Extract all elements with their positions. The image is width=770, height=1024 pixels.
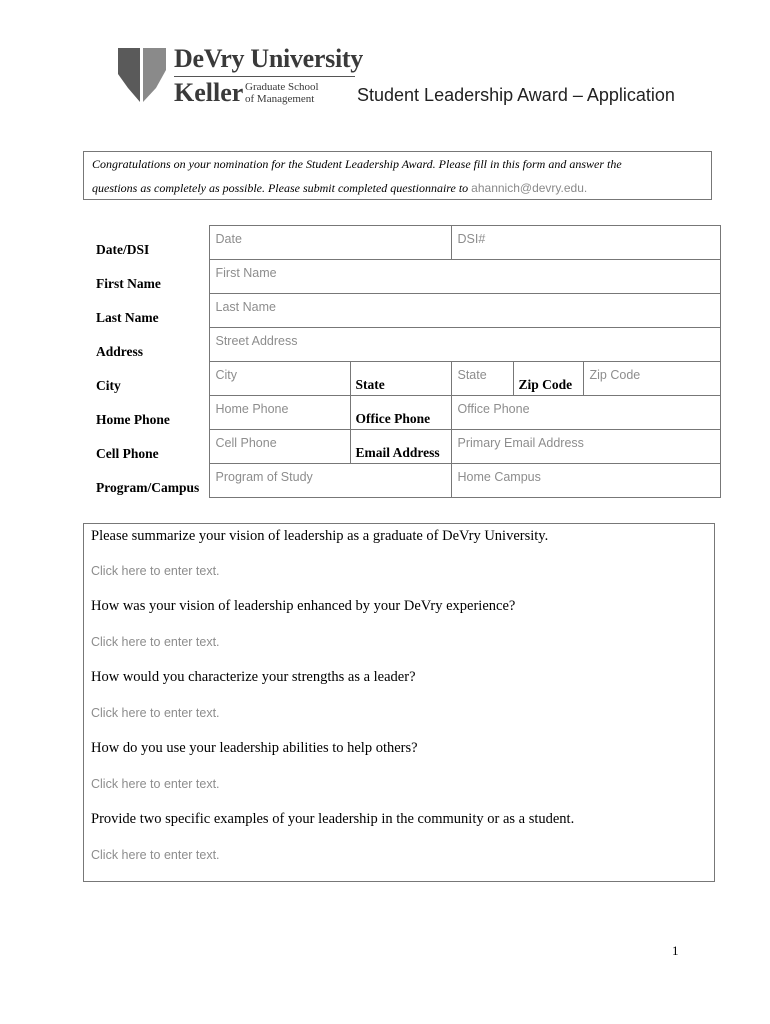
home-campus-field[interactable]: Home Campus bbox=[451, 464, 720, 498]
city-label-cell: City bbox=[89, 362, 209, 396]
intro-line-1: Congratulations on your nomination for the Student Leadership Award. Please fill in this form and answer the bbox=[92, 157, 622, 171]
email-field[interactable]: Primary Email Address bbox=[451, 430, 720, 464]
office-phone-label-cell: Office Phone bbox=[350, 396, 451, 430]
zip-label-cell: Zip Code bbox=[513, 362, 583, 396]
intro-box bbox=[83, 151, 712, 200]
intro-line-2: questions as completely as possible. Please submit completed questionnaire to ahannich@devry.edu. bbox=[92, 181, 588, 195]
state-field[interactable]: State bbox=[451, 362, 513, 396]
first-name-label-cell: First Name bbox=[89, 260, 209, 294]
answer-2-field[interactable]: Click here to enter text. bbox=[91, 635, 220, 649]
zip-code-field[interactable]: Zip Code bbox=[583, 362, 720, 396]
questions-box bbox=[83, 523, 715, 882]
logo-divider bbox=[174, 76, 355, 77]
address-label-cell: Address bbox=[89, 328, 209, 362]
date-dsi-label-cell: Date/DSI bbox=[89, 226, 209, 260]
contact-email-link[interactable]: ahannich@devry.edu. bbox=[471, 181, 588, 195]
dsi-field[interactable]: DSI# bbox=[451, 226, 720, 260]
question-2: How was your vision of leadership enhanced by your DeVry experience? bbox=[91, 598, 516, 614]
logo-school-subtitle: Graduate School of Management bbox=[245, 81, 319, 105]
program-campus-label-cell: Program/Campus bbox=[89, 464, 209, 498]
page-number: 1 bbox=[672, 943, 679, 958]
home-phone-label-cell: Home Phone bbox=[89, 396, 209, 430]
cell-phone-label-cell: Cell Phone bbox=[89, 430, 209, 464]
answer-3-field[interactable]: Click here to enter text. bbox=[91, 706, 220, 720]
answer-1-field[interactable]: Click here to enter text. bbox=[91, 564, 220, 578]
email-label-cell: Email Address bbox=[350, 430, 451, 464]
question-1: Please summarize your vision of leadership as a graduate of DeVry University. bbox=[91, 528, 549, 544]
last-name-field[interactable]: Last Name bbox=[209, 294, 720, 328]
devry-keller-logo bbox=[118, 44, 363, 108]
street-address-field[interactable]: Street Address bbox=[209, 328, 720, 362]
program-of-study-field[interactable]: Program of Study bbox=[209, 464, 451, 498]
city-field[interactable]: City bbox=[209, 362, 350, 396]
applicant-info-table bbox=[89, 225, 721, 498]
home-phone-field[interactable]: Home Phone bbox=[209, 396, 350, 430]
cell-phone-field[interactable]: Cell Phone bbox=[209, 430, 350, 464]
office-phone-field[interactable]: Office Phone bbox=[451, 396, 720, 430]
date-field[interactable]: Date bbox=[209, 226, 451, 260]
answer-4-field[interactable]: Click here to enter text. bbox=[91, 777, 220, 791]
first-name-field[interactable]: First Name bbox=[209, 260, 720, 294]
question-5: Provide two specific examples of your leadership in the community or as a student. bbox=[91, 811, 575, 827]
state-label-cell: State bbox=[350, 362, 451, 396]
logo-school-name: Keller bbox=[174, 78, 244, 107]
logo-university-name: DeVry University bbox=[174, 44, 363, 73]
document-title: Student Leadership Award – Application bbox=[357, 85, 675, 105]
shield-logo-icon bbox=[118, 44, 170, 104]
question-4: How do you use your leadership abilities to help others? bbox=[91, 740, 418, 756]
question-3: How would you characterize your strengths as a leader? bbox=[91, 669, 416, 685]
last-name-label-cell: Last Name bbox=[89, 294, 209, 328]
answer-5-field[interactable]: Click here to enter text. bbox=[91, 848, 220, 862]
